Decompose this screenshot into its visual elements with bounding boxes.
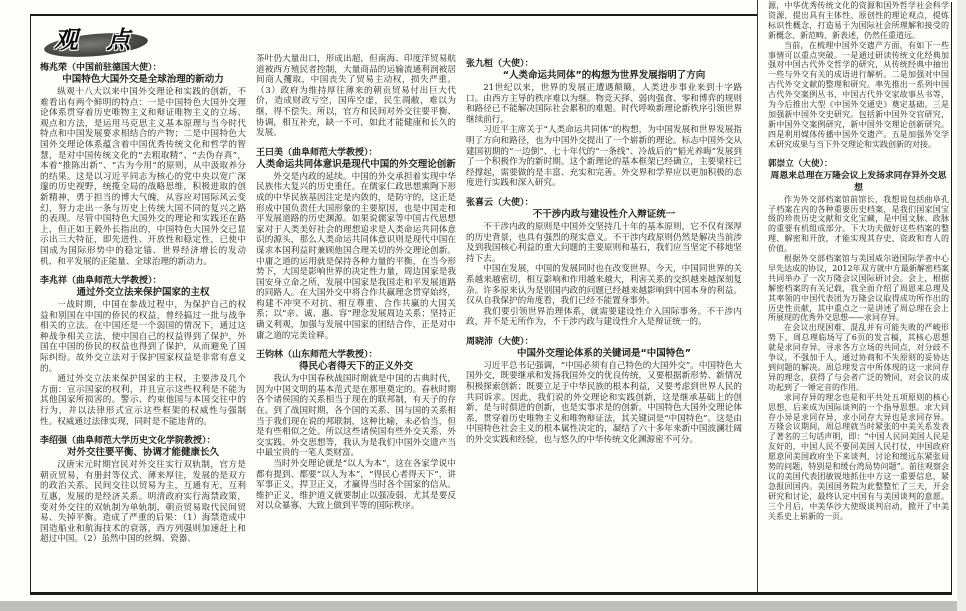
author-line: 张喜云（大使）：	[466, 197, 534, 208]
opinion-section-li-shaoqiang	[40, 435, 246, 545]
section-title: 人类命运共同体意识是现代中国的外交理论创新	[256, 158, 456, 170]
opinion-section-zhou-xiaopei	[466, 336, 742, 446]
scan-edge-right	[957, 0, 966, 611]
column-1	[40, 62, 246, 590]
column-2	[256, 54, 456, 588]
viewpoint-logo	[42, 18, 162, 62]
section-title: 不干涉内政与建设性介入辩证统一	[532, 208, 676, 220]
opinion-section-li-zhaoxiang	[40, 275, 246, 427]
paragraph: 习近平主席关于“人类命运共同体”的构想，为中国发展和世界发展指明了方向和路径，也为中国外交提出了一个崭新的理论。标志中国外交从建国初期的“一边倒”、七十年代的“一条线”、冷战后的“韬光养晦”发展到了一个积极作为的新时期。这个新理论的基本框架已经确立，主要梁柱已经撑起，需要做的是丰富、充实和完善。外交界和学界应以更加积极的态度进行实践和深入研究。	[466, 125, 742, 189]
paragraph: 根据外交部档案馆与美国威尔逊国际学者中心早先达成的协议，2012年双方就中方最新解密档案共同举办了一次万隆会议国际研讨会。会上，根据解密档案的有关记载，我全面介绍了周恩来总理及其率领的中国代表团为万隆会议取得成功所作出的历史性贡献，其中重点之一是讲述了周总理在会上所展现的优秀外交思想——求同存异。	[768, 254, 949, 323]
page-border-top	[30, 14, 757, 16]
paragraph: 外交是内政的延续。中国的外交承担着实现中华民族伟大复兴的历史重任。在儒家仁政思想熏陶下形成的中华民族基因注定是内敛的，是防守的，这正是形成中国负责任大国形象的主要原因，也是中国走和平发展道路的历史渊源。如果说儒家等中国古代思想家对于人类美好社会的理想追求是人类命运共同体意识的源头，那么人类命运共同体意识则是现代中国在谋求本国利益时兼顾他国合理关切的外交理论创新。中庸之道的运用就是保持各种力量的平衡，在当今形势下，大国是影响世界的决定性力量，周边国家是我国安身立命之所，发展中国家是我国走和平发展道路的同路人。在大国外交中将合作共赢理念贯穿始终，构建不冲突不对抗、相互尊重、合作共赢的大国关系；以“亲、诚、惠、容”理念发展周边关系；坚持正确义利观，加强与发展中国家的团结合作，正是对中庸之道的完美诠释。	[256, 171, 456, 341]
paragraph: 汉唐宋元时期官民对外交往实行双轨制，官方是朝贡贸易，有册封等仪式、薄来厚往，发展的是双方的政治关系。民间交往以贸易为主，互通有无，互利互惠，发展的是经济关系。明清政府实行海禁政策，变对外交往的双轨制为单轨制，朝贡贸易取代民间贸易、失掉平衡。造成了严重的后果：（1）海禁造成中国造船业和航海技术的衰落，西方列强则加速赶上和超过中国。（2）虽然中国的丝绸、瓷器、	[40, 460, 246, 545]
author-line: 郭崇立（大使）：	[768, 158, 833, 169]
paragraph: 求同存异的理念也是和平共处五项原则的核心思想，后来成为国际谈判的一个指导思想。求大同存小异是求同存异，求小同存大异也是求同存异。万隆会议期间，周总理就当时紧张的中美关系发表了著名的三句话声明，即：“中国人民同美国人民是友好的，中国人民不要同美国人民打仗，中国政府愿意同美国政府坐下来谈判，讨论和缓远东紧张局势的问题，特别是和缓台湾局势问题”。前往观察会议的美国代表团敏锐地抓住中方这一重要信息，紧急报回国内。美国国务院为此整整忙了三天，开会研究和讨论，最终认定中国有与美国谈判的意愿。三个月后，中美华沙大使级谈判启动，掀开了中美关系史上崭新的一页。	[768, 392, 949, 521]
opinion-section-wang-junlin	[256, 349, 456, 512]
column-divider-rule	[757, 0, 758, 592]
opinion-section-zhang-jiuhuan	[466, 58, 742, 189]
opinion-section-wang-yuemei	[256, 147, 456, 342]
section-title: 通过外交立法来保护国家的主权	[76, 287, 210, 299]
section-title: 得民心者得天下的正义外交	[298, 361, 413, 373]
continuation-block	[768, 1, 949, 150]
author-line: 周晓沛（大使）：	[466, 336, 534, 347]
author-line: 张九桓（大使）：	[466, 59, 534, 69]
paragraph: 通过外交立法来保护国家的主权，主要涉及几个方面：宣示国家的权利，并且宣示这些权利是不能为其他国家所损害的。警示、约束他国与本国交往中的行为，并以法律形式宣示这些框架的权威性与强制性。权威通过法律实现，同时是不能违背的。	[40, 374, 246, 427]
author-line: 李兆祥（曲阜师范大学教授）：	[40, 276, 162, 287]
author-line: 王钧林（山东师范大学教授）：	[256, 350, 378, 361]
author-line: 李绍强（曲阜师范大学历史文化学院教授）：	[40, 436, 216, 447]
section-title: 对外交往要平衡、协调才能健康长久	[66, 447, 219, 459]
paragraph: 一战时期，中国在参战过程中，为保护自己的权益和别国在中国的侨民的权益，曾经搞过一批与战争相关的立法。在中国还是一个弱国的情况下，通过这种战争相关立法，使中国自己的权益得到了保护，外国在中国的侨民的权益也得到了保护，从而避免了国际纠纷。故外交立法对于保护国家权益是非常有意义的。	[40, 300, 246, 374]
paragraph: 在会议出现困难、混乱并有可能失败的严峻形势下，周总理临场写了6页的发言稿，其核心思想就是求同存异。寻求各方立场的共同点，对分歧不争议，不强加于人，通过协商和不失原则的妥协达到问题的解决。周总理发言中所体现的这一求同存异的理念，获得了与会者广泛的赞同，对会议的成功起到了一锤定音的作用。	[768, 323, 949, 392]
scan-edge-bottom	[0, 601, 966, 611]
page-border-right	[951, 2, 952, 594]
paragraph: 中国在发展，中国的发展同时也在改变世界。今天，中国同世界的关系越来越密切，相互影响和作用越来越大，利害关系的交织越来越深刻复杂。许多原来认为是别国内政的问题已经越来越影响到中国本身的利益。仅从自我保护的角度看，我们已经不能置身事外。	[466, 264, 742, 307]
paragraph: 源，中华优秀传统文化的资源和国外哲学社会科学资源，提出具有主体性、原创性的理论观点，提炼标识性概念，打造易于为国际社会所理解和接受的新概念、新范畴、新表述，仍然任重道远。	[768, 1, 949, 40]
section-title: 中国特色大国外交是全球治理的新动力	[62, 74, 224, 85]
continuation-block	[256, 54, 456, 139]
paragraph: 我认为中国春秋战国时期就是中国的古典时代，因为中国文明的基本范式是在那里奠定的。春秋时期各个诸侯国的关系相当于现在的联邦制，有天子的存在。到了战国时期，各个国的关系、国与国的关系相当于我们现在说的邦联制，这种比喻，未必恰当，但是有些相似之处。所以这些诸侯国有些外交关系、外交实践、外交思想等，我认为是我们中国外交遗产当中最宝贵的一笔人类财富。	[256, 374, 456, 459]
paragraph: 当时外交理论就是“以人为本”，这在各家学说中都有提到、都要“以人为本”，“得民心者得天下”，讲军事正义，捍卫正义，才赢得当时各个国家的信从。维护正义，维护道义就要制止以强凌弱，尤其是要反对以众暴寡，大致上做到平等的国际秩序。	[256, 459, 456, 512]
page-border-bottom	[30, 592, 952, 595]
paragraph: 茶叶仍大量出口，形成出超，但南海、印度洋贸易航道被西方殖民者控制，大量商品的运输流通利润被居间商人攫取，中国丧失了贸易主动权，损失严重。（3）政府为维持厚往薄来的朝贡贸易付出巨大代价，造成财政亏空，国库空虚，民生凋敝，难以为继，得不偿失。所以，官方和民间对外交往要平衡、协调，相互补充，缺一不可，如此才能健康和长久的发展。	[256, 54, 456, 139]
opinion-section-guo-chongli	[768, 158, 949, 522]
paragraph: 作为外交部档案馆前馆长，我想说包括曲阜孔子档案在内的各种重要历史档案，是我们国家国宝级的珍贵历史文献和文化宝藏，是中国文脉、政脉的重要有机组成部分。下大功夫做好这些档案的整理、解密和开放，才能实现其存史、资政和育人的价值。	[768, 194, 949, 254]
section-title: 中国外交理论体系的关键词是“中国特色”	[517, 347, 691, 359]
paragraph: 21世纪以来，世界的发展正遭遇颠簸，人类进步事业来到十字路口。由西方主导的秩序难以为继。物竞天择、弱肉强食、零和博弈的规则和路径已不能解决国际社会累积的难题。时代呼唤新理论新秩序引领世界继续前行。	[466, 83, 742, 125]
column-4	[768, 1, 949, 591]
section-title: “人类命运共同体”的构想为世界发展指明了方向	[502, 70, 706, 81]
paragraph: 我们要引领世界治理体系，就需要建设性介入国际事务。不干涉内政，并不是无所作为，不干涉内政与建设性介入是辩证统一的。	[466, 306, 742, 328]
paragraph: 当前，在梳理中国外交遗产方面，有如下一些事情可以重点突破。一是通过研读传统文化经典加强对中国古代外交哲学的研究，从传统经典中抽出一些与外交有关的成语进行解析。二是加强对中国古代外交文献的整理和研究。率先推出一系列中国古代外交案例丛书、中国古代外交家故事丛书等，为今后推出大型《中国外交通史》奠定基础。三是加强新中国外交史研究。包括新中国外交官研究，新中国外交案例研究，新中国外交理论创新研究。四是利用媒体传播中国外交遗产。五是加强外交学术研究成果与当下外交理论和实践创新的对接。	[768, 40, 949, 149]
logo-title: 观 点	[54, 26, 141, 54]
paragraph: 习近平总书记强调，“中国必须有自己特色的大国外交”。中国特色大国外交，既要继承和发扬我国外交的优良传统，又要根据新形势、新情况积极探索创新；既要立足于中华民族的根本利益，又要考虑到世界人民的共同诉求。因此，我们说的外交理论和实践创新，这是继承基础上的创新，是与时俱进的创新，也是实事求是的创新。中国特色大国外交理论体系，贯穿着历史唯物主义和唯物辩证法，其关键词是“中国特色”。这是由中国特色社会主义的根本属性决定的，凝结了六十多年来新中国波澜壮阔的外交实践和经验，也与悠久的中华传统文化渊源密不可分。	[466, 360, 742, 446]
page-border-left	[30, 14, 31, 594]
paragraph: 纵观十八大以来中国外交理论和实践的创新，不难看出有两个鲜明的特点：一是中国特色大国外交理论体系贯穿着历史唯物主义和辩证唯物主义的立场、观点和方法，是运用马克思主义基本原理与当今时代特点和中国发展要求相结合的产物；二是中国特色大国外交理论体系蕴含着中国优秀传统文化和哲学的智慧，是对中国传统文化的“去粗取精”、“去伪存真”，本着“推陈出新”、“古为今用”的原则，从中汲取养分的结果。这是以习近平同志为核心的党中央以宽广深邃的历史视野，统揽全局的战略思维，积极进取的创新精神，勇于担当的博大气魄，从容应对国际风云变幻，努力走出一条与历史上传统大国不同的复兴之路的表现。尽管中国特色大国外交的理论和实践还在路上，但正如王毅外长指出的，中国特色大国外交已显示出三大特征，即先进性、开放性和稳定性，已使中国成为国际形势中的稳定锚、世界经济增长的发动机、和平发展的正能量、全球治理的新动力。	[40, 87, 246, 267]
column-3	[466, 58, 742, 590]
paragraph: 不干涉内政的原则是中国外交坚持几十年的基本原则，它不仅有深厚的历史背景，也具有强烈的现实意义。不干涉内政原则仍然是解决当前涉及到我国核心利益的重大问题的主要原则和基石，我们应当坚定不移地坚持下去。	[466, 221, 742, 264]
author-line: 梅兆荣（中国前驻德国大使）：	[40, 63, 162, 73]
opinion-section-zhang-xiyun	[466, 197, 742, 328]
opinion-section-mei-zhaorong	[40, 62, 246, 267]
section-title: 周恩来总理在万隆会议上发扬求同存异外交思想	[770, 170, 947, 193]
author-line: 王曰美（曲阜师范大学教授）：	[256, 147, 378, 158]
